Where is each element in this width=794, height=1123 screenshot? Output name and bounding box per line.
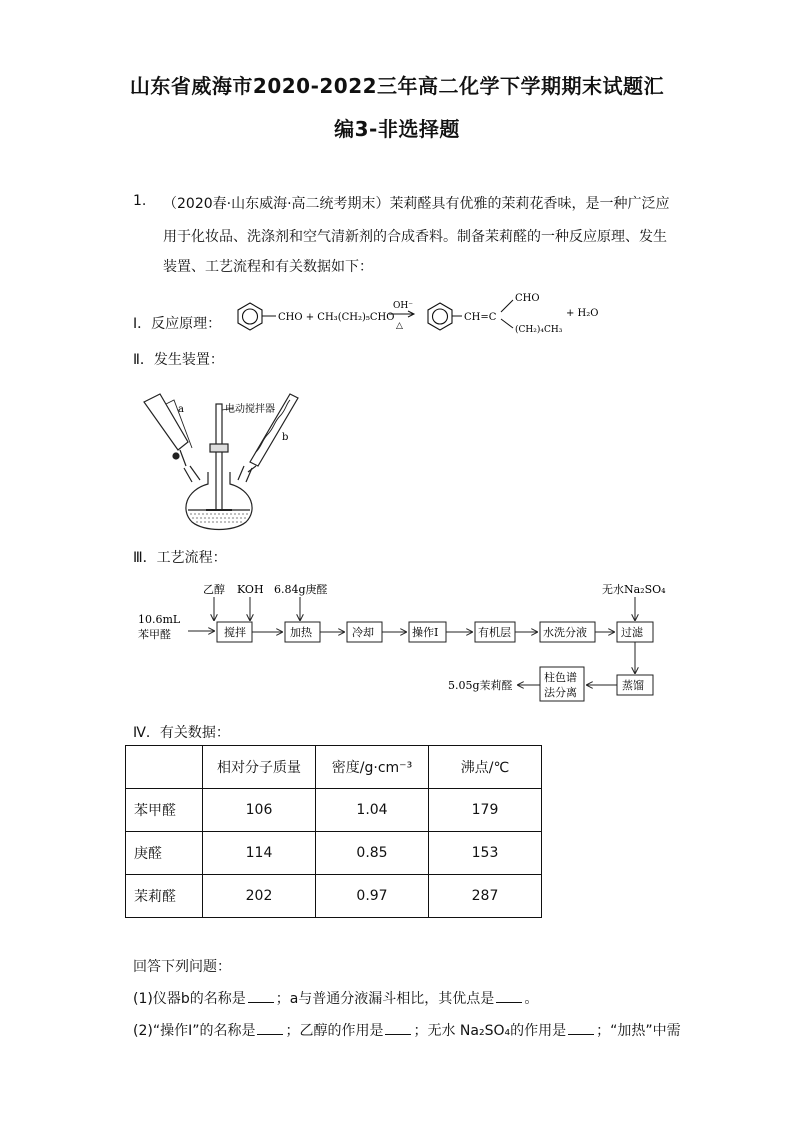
condition-text: △ — [396, 321, 403, 331]
stirrer-label: 电动搅拌器 — [225, 404, 275, 415]
section2-label: Ⅱ．发生装置： — [133, 352, 224, 368]
q2-text-part1: (2)“操作I”的名称是 — [133, 1023, 256, 1039]
table-row — [126, 789, 542, 832]
table-header-cell: 沸点/℃ — [429, 746, 542, 789]
label-a: a — [178, 404, 184, 415]
funnel-stopcock — [173, 453, 179, 459]
step-column-line1: 柱色谱 — [544, 671, 577, 684]
table-cell: 287 — [429, 875, 542, 918]
reagent-ethanol: 乙醇 — [203, 583, 225, 596]
q2-text-part2: ；乙醇的作用是 — [285, 1023, 384, 1039]
question-text-line2: 用于化妆品、洗涤剂和空气清新剂的合成香料。制备茉莉醛的一种反应原理、发生 — [163, 229, 667, 245]
step-heat: 加热 — [290, 626, 312, 639]
constant-pressure-funnel-a — [144, 394, 188, 450]
apparatus-diagram — [130, 382, 305, 532]
question-text-line1: （2020春·山东威海·高二统考期末）茉莉醛具有优雅的茉莉花香味，是一种广泛应 — [163, 196, 670, 212]
reaction-equation — [228, 286, 608, 336]
step-organic-layer: 有机层 — [478, 626, 511, 639]
question-text-line3: 装置、工艺流程和有关数据如下： — [163, 259, 373, 275]
right-neck — [238, 466, 252, 482]
table-cell: 202 — [203, 875, 316, 918]
q1-text-part1: (1)仪器b的名称是 — [133, 991, 246, 1007]
stirrer-coupling — [210, 444, 228, 452]
flow-steps — [217, 622, 653, 701]
q2-text-part3: ；无水 Na₂SO₄的作用是 — [413, 1023, 567, 1039]
label-b: b — [282, 432, 289, 443]
answer-blank[interactable] — [248, 990, 274, 1003]
step-wash: 水洗分液 — [543, 626, 587, 639]
question-1 — [133, 988, 538, 1008]
table-header-cell: 相对分子质量 — [203, 746, 316, 789]
q1-text-part3: 。 — [524, 991, 539, 1007]
answer-blank[interactable] — [385, 1022, 411, 1035]
reactant-text: CHO + CH₃(CH₂)₅CHO — [278, 312, 395, 323]
table-row — [126, 875, 542, 918]
benzene-ring-1 — [238, 303, 262, 330]
table-cell: 153 — [429, 832, 542, 875]
answer-prompt: 回答下列问题： — [133, 959, 231, 975]
three-neck-flask — [186, 472, 252, 530]
start-material-line1: 10.6mL — [138, 613, 181, 626]
table-cell: 114 — [203, 832, 316, 875]
section3-label: Ⅲ．工艺流程： — [133, 550, 227, 566]
left-neck — [184, 466, 200, 482]
step-column-line2: 法分离 — [544, 686, 577, 699]
product-link-text: CH=C — [464, 312, 497, 323]
table-header-cell — [126, 746, 203, 789]
step-operation: 操作I — [412, 626, 439, 639]
table-cell: 179 — [429, 789, 542, 832]
process-flow-diagram — [130, 575, 675, 705]
page-title-line1: 山东省威海市2020-2022三年高二化学下学期期末试题汇 — [129, 74, 665, 98]
step-distill: 蒸馏 — [622, 679, 644, 692]
section1-label: Ⅰ．反应原理： — [133, 316, 222, 332]
reagent-heptanal: 6.84g庚醛 — [274, 583, 328, 596]
section4-label: Ⅳ．有关数据： — [133, 725, 230, 741]
product-chain-text: (CH₂)₄CH₃ — [515, 325, 563, 335]
q1-text-part2: ；a与普通分液漏斗相比，其优点是 — [275, 991, 495, 1007]
table-cell: 苯甲醛 — [126, 789, 203, 832]
table-cell: 庚醛 — [126, 832, 203, 875]
table-cell: 茉莉醛 — [126, 875, 203, 918]
reagent-koh: KOH — [237, 583, 264, 596]
table-cell: 1.04 — [316, 789, 429, 832]
data-table — [125, 745, 542, 918]
step-filter: 过滤 — [621, 626, 643, 639]
answer-blank[interactable] — [568, 1022, 594, 1035]
table-header-row — [126, 746, 542, 789]
question-number: 1. — [133, 193, 147, 209]
start-material-line2: 苯甲醛 — [138, 628, 171, 641]
table-row — [126, 832, 542, 875]
page-title-line2: 编3-非选择题 — [334, 117, 460, 141]
step-stir: 搅拌 — [224, 626, 246, 639]
final-product: 5.05g茉莉醛 — [448, 679, 513, 692]
question-2 — [133, 1020, 681, 1040]
product-cho-text: CHO — [515, 293, 540, 304]
catalyst-text: OH⁻ — [393, 301, 413, 311]
byproduct-text: + H₂O — [566, 308, 599, 319]
benzene-ring-2 — [428, 303, 452, 330]
reagent-na2so4: 无水Na₂SO₄ — [602, 583, 666, 596]
table-cell: 106 — [203, 789, 316, 832]
step-cool: 冷却 — [352, 626, 374, 639]
answer-blank[interactable] — [496, 990, 522, 1003]
table-cell: 0.85 — [316, 832, 429, 875]
q2-text-part4: ；“加热”中需 — [596, 1023, 681, 1039]
stirrer-rod — [216, 404, 222, 510]
answer-blank[interactable] — [257, 1022, 283, 1035]
table-header-cell: 密度/g·cm⁻³ — [316, 746, 429, 789]
table-cell: 0.97 — [316, 875, 429, 918]
